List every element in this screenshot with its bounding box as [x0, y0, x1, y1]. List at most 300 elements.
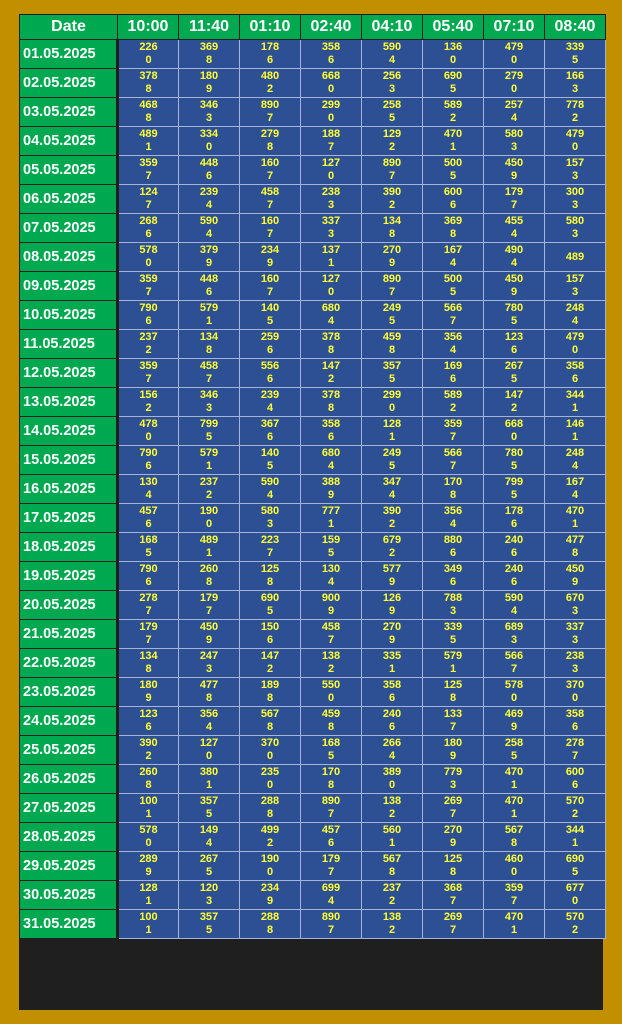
result-cell	[423, 214, 484, 243]
result-panna: 358	[321, 418, 341, 430]
result-cell	[301, 620, 362, 649]
result-panna: 349	[443, 563, 463, 575]
result-panna: 223	[260, 534, 280, 546]
table-row	[20, 910, 606, 939]
table-row	[20, 823, 606, 852]
result-panna: 357	[199, 795, 219, 807]
result-cell	[301, 272, 362, 301]
date-column-header: Date	[20, 15, 118, 40]
result-digit: 8	[327, 779, 335, 791]
result-panna: 450	[199, 621, 219, 633]
result-cell	[179, 707, 240, 736]
result-cell	[362, 98, 423, 127]
result-digit: 4	[327, 315, 335, 327]
result-digit: 5	[510, 489, 518, 501]
result-cell	[118, 156, 179, 185]
result-digit: 4	[145, 489, 152, 501]
result-cell	[423, 533, 484, 562]
table-row	[20, 417, 606, 446]
result-digit: 9	[266, 895, 274, 907]
result-cell	[362, 185, 423, 214]
time-column-header: 10:00	[118, 15, 179, 40]
result-cell	[179, 533, 240, 562]
result-panna: 378	[139, 70, 158, 82]
result-cell	[362, 214, 423, 243]
result-panna: 279	[504, 70, 524, 82]
table-row	[20, 214, 606, 243]
result-panna: 289	[139, 853, 158, 865]
result-cell	[240, 823, 301, 852]
result-cell	[240, 40, 301, 69]
result-digit: 1	[327, 257, 335, 269]
result-cell	[118, 649, 179, 678]
result-digit: 2	[205, 489, 213, 501]
result-panna: 125	[443, 679, 463, 691]
result-digit: 3	[571, 83, 579, 95]
result-digit: 1	[205, 315, 213, 327]
result-digit: 2	[571, 808, 579, 820]
table-row	[20, 881, 606, 910]
result-digit: 5	[327, 547, 335, 559]
result-cell	[179, 330, 240, 359]
result-panna: 358	[565, 360, 585, 372]
result-digit: 0	[145, 837, 152, 849]
result-panna: 128	[139, 882, 158, 894]
result-cell	[179, 127, 240, 156]
result-digit: 2	[388, 199, 396, 211]
result-panna: 140	[260, 447, 280, 459]
result-cell	[545, 388, 606, 417]
result-digit: 6	[205, 286, 213, 298]
result-panna: 157	[565, 273, 585, 285]
result-panna: 477	[199, 679, 219, 691]
result-cell	[118, 823, 179, 852]
result-cell	[545, 185, 606, 214]
result-digit: 0	[510, 54, 518, 66]
result-panna: 560	[382, 824, 402, 836]
result-digit: 7	[449, 460, 457, 472]
result-panna: 147	[321, 360, 341, 372]
result-digit: 8	[449, 692, 457, 704]
result-cell	[362, 765, 423, 794]
result-cell	[301, 127, 362, 156]
result-cell	[484, 707, 545, 736]
result-digit: 0	[571, 141, 579, 153]
result-cell	[240, 417, 301, 446]
result-panna: 457	[321, 824, 341, 836]
result-panna: 249	[382, 447, 402, 459]
result-cell	[484, 649, 545, 678]
result-panna: 389	[382, 766, 402, 778]
result-digit: 5	[266, 460, 274, 472]
result-cell	[484, 301, 545, 330]
result-cell	[118, 765, 179, 794]
result-digit: 0	[205, 750, 213, 762]
result-digit: 9	[327, 489, 335, 501]
result-panna: 147	[260, 650, 280, 662]
result-panna: 190	[199, 505, 219, 517]
result-panna: 799	[199, 418, 219, 430]
result-cell	[301, 852, 362, 881]
result-panna: 279	[260, 128, 280, 140]
result-cell	[423, 504, 484, 533]
results-chart-table	[19, 14, 606, 939]
table-row	[20, 243, 606, 272]
result-panna: 237	[199, 476, 219, 488]
result-panna: 189	[260, 679, 280, 691]
result-panna: 170	[443, 476, 463, 488]
result-digit: 0	[571, 344, 579, 356]
row-date: 29.05.2025	[20, 852, 118, 881]
result-digit: 6	[145, 721, 152, 733]
table-row	[20, 591, 606, 620]
result-panna: 490	[504, 244, 524, 256]
result-panna: 100	[139, 911, 158, 923]
table-row	[20, 272, 606, 301]
result-digit: 7	[510, 895, 518, 907]
result-cell	[423, 765, 484, 794]
result-cell	[179, 243, 240, 272]
result-cell	[240, 475, 301, 504]
result-panna: 567	[382, 853, 402, 865]
result-panna: 590	[504, 592, 524, 604]
result-panna: 160	[260, 157, 280, 169]
result-digit: 4	[449, 344, 457, 356]
table-row	[20, 301, 606, 330]
result-digit: 2	[388, 141, 396, 153]
result-cell	[484, 852, 545, 881]
result-digit: 5	[449, 83, 457, 95]
result-cell	[118, 881, 179, 910]
result-digit: 3	[571, 634, 579, 646]
table-body	[20, 40, 606, 939]
result-cell	[484, 330, 545, 359]
result-digit: 9	[388, 634, 396, 646]
result-cell	[362, 910, 423, 939]
result-cell	[118, 620, 179, 649]
result-digit: 6	[571, 721, 579, 733]
result-panna: 179	[504, 186, 524, 198]
result-digit: 1	[388, 663, 396, 675]
result-cell	[362, 475, 423, 504]
result-cell	[118, 359, 179, 388]
result-panna: 159	[321, 534, 341, 546]
result-cell	[545, 301, 606, 330]
result-cell	[423, 562, 484, 591]
result-cell	[362, 620, 423, 649]
result-cell	[423, 156, 484, 185]
result-panna: 680	[321, 447, 341, 459]
result-panna: 270	[382, 621, 402, 633]
result-digit: 6	[145, 228, 152, 240]
result-cell	[118, 678, 179, 707]
result-cell	[301, 214, 362, 243]
result-digit: 0	[145, 431, 152, 443]
result-digit: 4	[510, 228, 518, 240]
result-panna: 344	[565, 824, 585, 836]
result-panna: 567	[260, 708, 280, 720]
result-panna: 136	[443, 41, 463, 53]
result-panna: 149	[199, 824, 219, 836]
result-panna: 790	[139, 447, 158, 459]
row-date: 20.05.2025	[20, 591, 118, 620]
result-cell	[179, 359, 240, 388]
result-digit: 3	[571, 228, 579, 240]
result-digit: 5	[571, 866, 579, 878]
result-digit: 8	[327, 721, 335, 733]
result-panna: 580	[565, 215, 585, 227]
result-panna: 578	[139, 824, 158, 836]
result-cell	[179, 794, 240, 823]
result-digit: 7	[327, 866, 335, 878]
result-panna: 590	[199, 215, 219, 227]
row-date: 24.05.2025	[20, 707, 118, 736]
result-digit: 8	[388, 344, 396, 356]
result-panna: 459	[321, 708, 341, 720]
result-panna: 460	[504, 853, 524, 865]
result-digit: 3	[205, 895, 213, 907]
result-digit: 5	[205, 924, 213, 936]
result-cell	[301, 359, 362, 388]
table-row	[20, 446, 606, 475]
result-cell	[240, 243, 301, 272]
result-panna: 123	[139, 708, 158, 720]
result-cell	[545, 620, 606, 649]
result-panna: 178	[504, 505, 524, 517]
result-digit: 6	[145, 576, 152, 588]
result-cell	[179, 40, 240, 69]
row-date: 21.05.2025	[20, 620, 118, 649]
result-panna: 347	[382, 476, 402, 488]
result-cell	[545, 649, 606, 678]
result-digit: 6	[449, 576, 457, 588]
result-panna: 600	[443, 186, 463, 198]
result-digit: 8	[205, 54, 213, 66]
result-digit: 8	[449, 228, 457, 240]
result-digit: 5	[145, 547, 152, 559]
result-cell	[484, 185, 545, 214]
result-digit: 5	[205, 808, 213, 820]
result-panna: 134	[139, 650, 158, 662]
result-panna: 589	[443, 389, 463, 401]
result-digit: 7	[388, 286, 396, 298]
result-panna: 579	[199, 302, 219, 314]
result-panna: 239	[260, 389, 280, 401]
result-cell	[240, 504, 301, 533]
result-panna: 188	[321, 128, 341, 140]
result-cell	[362, 388, 423, 417]
table-row	[20, 156, 606, 185]
result-cell	[240, 678, 301, 707]
result-cell	[545, 591, 606, 620]
result-panna: 370	[260, 737, 280, 749]
result-cell	[301, 707, 362, 736]
result-digit: 4	[266, 402, 274, 414]
result-digit: 1	[571, 518, 579, 530]
result-digit: 8	[266, 692, 274, 704]
result-cell	[362, 446, 423, 475]
result-panna: 130	[139, 476, 158, 488]
result-digit: 5	[388, 460, 396, 472]
result-panna: 179	[199, 592, 219, 604]
result-panna: 500	[443, 273, 463, 285]
row-date: 09.05.2025	[20, 272, 118, 301]
result-digit: 1	[205, 460, 213, 472]
result-digit: 1	[571, 402, 579, 414]
result-digit: 6	[449, 373, 457, 385]
result-digit: 4	[449, 257, 457, 269]
time-column-header: 04:10	[362, 15, 423, 40]
result-panna: 124	[139, 186, 158, 198]
result-panna: 890	[321, 795, 341, 807]
row-date: 05.05.2025	[20, 156, 118, 185]
result-panna: 127	[321, 273, 341, 285]
result-cell	[545, 678, 606, 707]
result-digit: 4	[571, 315, 579, 327]
result-digit: 3	[205, 112, 213, 124]
result-cell	[545, 852, 606, 881]
result-panna: 469	[504, 708, 524, 720]
result-panna: 178	[260, 41, 280, 53]
result-cell	[362, 301, 423, 330]
result-digit: 2	[266, 837, 274, 849]
table-row	[20, 127, 606, 156]
result-digit: 1	[145, 895, 152, 907]
row-date: 13.05.2025	[20, 388, 118, 417]
result-cell	[362, 417, 423, 446]
result-digit: 8	[205, 692, 213, 704]
result-cell	[484, 591, 545, 620]
result-cell	[362, 330, 423, 359]
result-digit: 8	[205, 576, 213, 588]
result-panna: 240	[382, 708, 402, 720]
result-digit: 5	[205, 431, 213, 443]
result-panna: 690	[565, 853, 585, 865]
result-digit: 4	[205, 721, 213, 733]
row-date: 04.05.2025	[20, 127, 118, 156]
result-cell	[301, 591, 362, 620]
result-panna: 127	[321, 157, 341, 169]
result-cell	[545, 562, 606, 591]
result-digit: 4	[327, 460, 335, 472]
result-cell	[179, 446, 240, 475]
result-digit: 1	[145, 924, 152, 936]
result-cell	[179, 98, 240, 127]
result-digit: 8	[145, 112, 152, 124]
result-digit: 3	[510, 634, 518, 646]
result-digit: 5	[449, 286, 457, 298]
result-digit: 4	[205, 228, 213, 240]
result-panna: 260	[199, 563, 219, 575]
result-cell	[301, 388, 362, 417]
row-date: 25.05.2025	[20, 736, 118, 765]
result-panna: 357	[382, 360, 402, 372]
result-panna: 248	[565, 302, 585, 314]
result-panna: 167	[443, 244, 463, 256]
result-panna: 570	[565, 795, 585, 807]
result-panna: 450	[504, 157, 524, 169]
row-date: 07.05.2025	[20, 214, 118, 243]
result-cell	[362, 649, 423, 678]
result-cell	[484, 272, 545, 301]
result-digit: 0	[510, 431, 518, 443]
result-digit: 7	[327, 808, 335, 820]
result-digit: 2	[327, 663, 335, 675]
result-panna: 237	[382, 882, 402, 894]
result-panna: 590	[260, 476, 280, 488]
result-panna: 480	[260, 70, 280, 82]
result-cell	[423, 330, 484, 359]
result-cell	[301, 765, 362, 794]
result-panna: 359	[139, 157, 158, 169]
result-panna: 668	[504, 418, 524, 430]
result-digit: 5	[266, 605, 274, 617]
result-cell	[545, 765, 606, 794]
result-digit: 0	[449, 54, 457, 66]
result-panna: 133	[443, 708, 463, 720]
result-digit: 9	[449, 750, 457, 762]
result-cell	[118, 301, 179, 330]
result-panna: 670	[565, 592, 585, 604]
result-panna: 566	[443, 447, 463, 459]
result-cell	[545, 823, 606, 852]
result-digit: 2	[510, 402, 518, 414]
result-panna: 368	[443, 882, 463, 894]
result-digit: 6	[510, 576, 518, 588]
result-digit: 3	[571, 170, 579, 182]
result-cell	[362, 243, 423, 272]
result-digit: 2	[266, 663, 274, 675]
result-digit: 6	[266, 431, 274, 443]
result-panna: 458	[260, 186, 280, 198]
result-digit: 6	[571, 779, 579, 791]
result-digit: 6	[266, 344, 274, 356]
result-cell	[423, 852, 484, 881]
result-digit: 0	[388, 402, 396, 414]
result-digit: 3	[266, 518, 274, 530]
result-digit: 7	[266, 199, 274, 211]
result-cell	[423, 98, 484, 127]
result-cell	[362, 881, 423, 910]
result-cell	[179, 591, 240, 620]
result-panna: 346	[199, 389, 219, 401]
result-cell	[118, 185, 179, 214]
result-cell	[179, 736, 240, 765]
result-digit: 7	[449, 315, 457, 327]
table-row	[20, 562, 606, 591]
result-digit: 7	[145, 199, 152, 211]
result-digit: 9	[510, 286, 518, 298]
result-digit: 1	[510, 808, 518, 820]
result-cell	[240, 620, 301, 649]
result-digit: 4	[327, 895, 335, 907]
result-digit: 7	[145, 373, 152, 385]
result-panna: 249	[382, 302, 402, 314]
result-digit: 2	[449, 112, 457, 124]
result-cell	[179, 562, 240, 591]
table-row	[20, 794, 606, 823]
result-panna: 690	[443, 70, 463, 82]
result-digit: 8	[388, 866, 396, 878]
result-cell	[423, 359, 484, 388]
result-cell	[484, 678, 545, 707]
result-panna: 299	[321, 99, 341, 111]
result-cell	[423, 910, 484, 939]
result-digit: 1	[145, 141, 152, 153]
row-date: 12.05.2025	[20, 359, 118, 388]
result-cell	[362, 591, 423, 620]
result-cell	[240, 881, 301, 910]
